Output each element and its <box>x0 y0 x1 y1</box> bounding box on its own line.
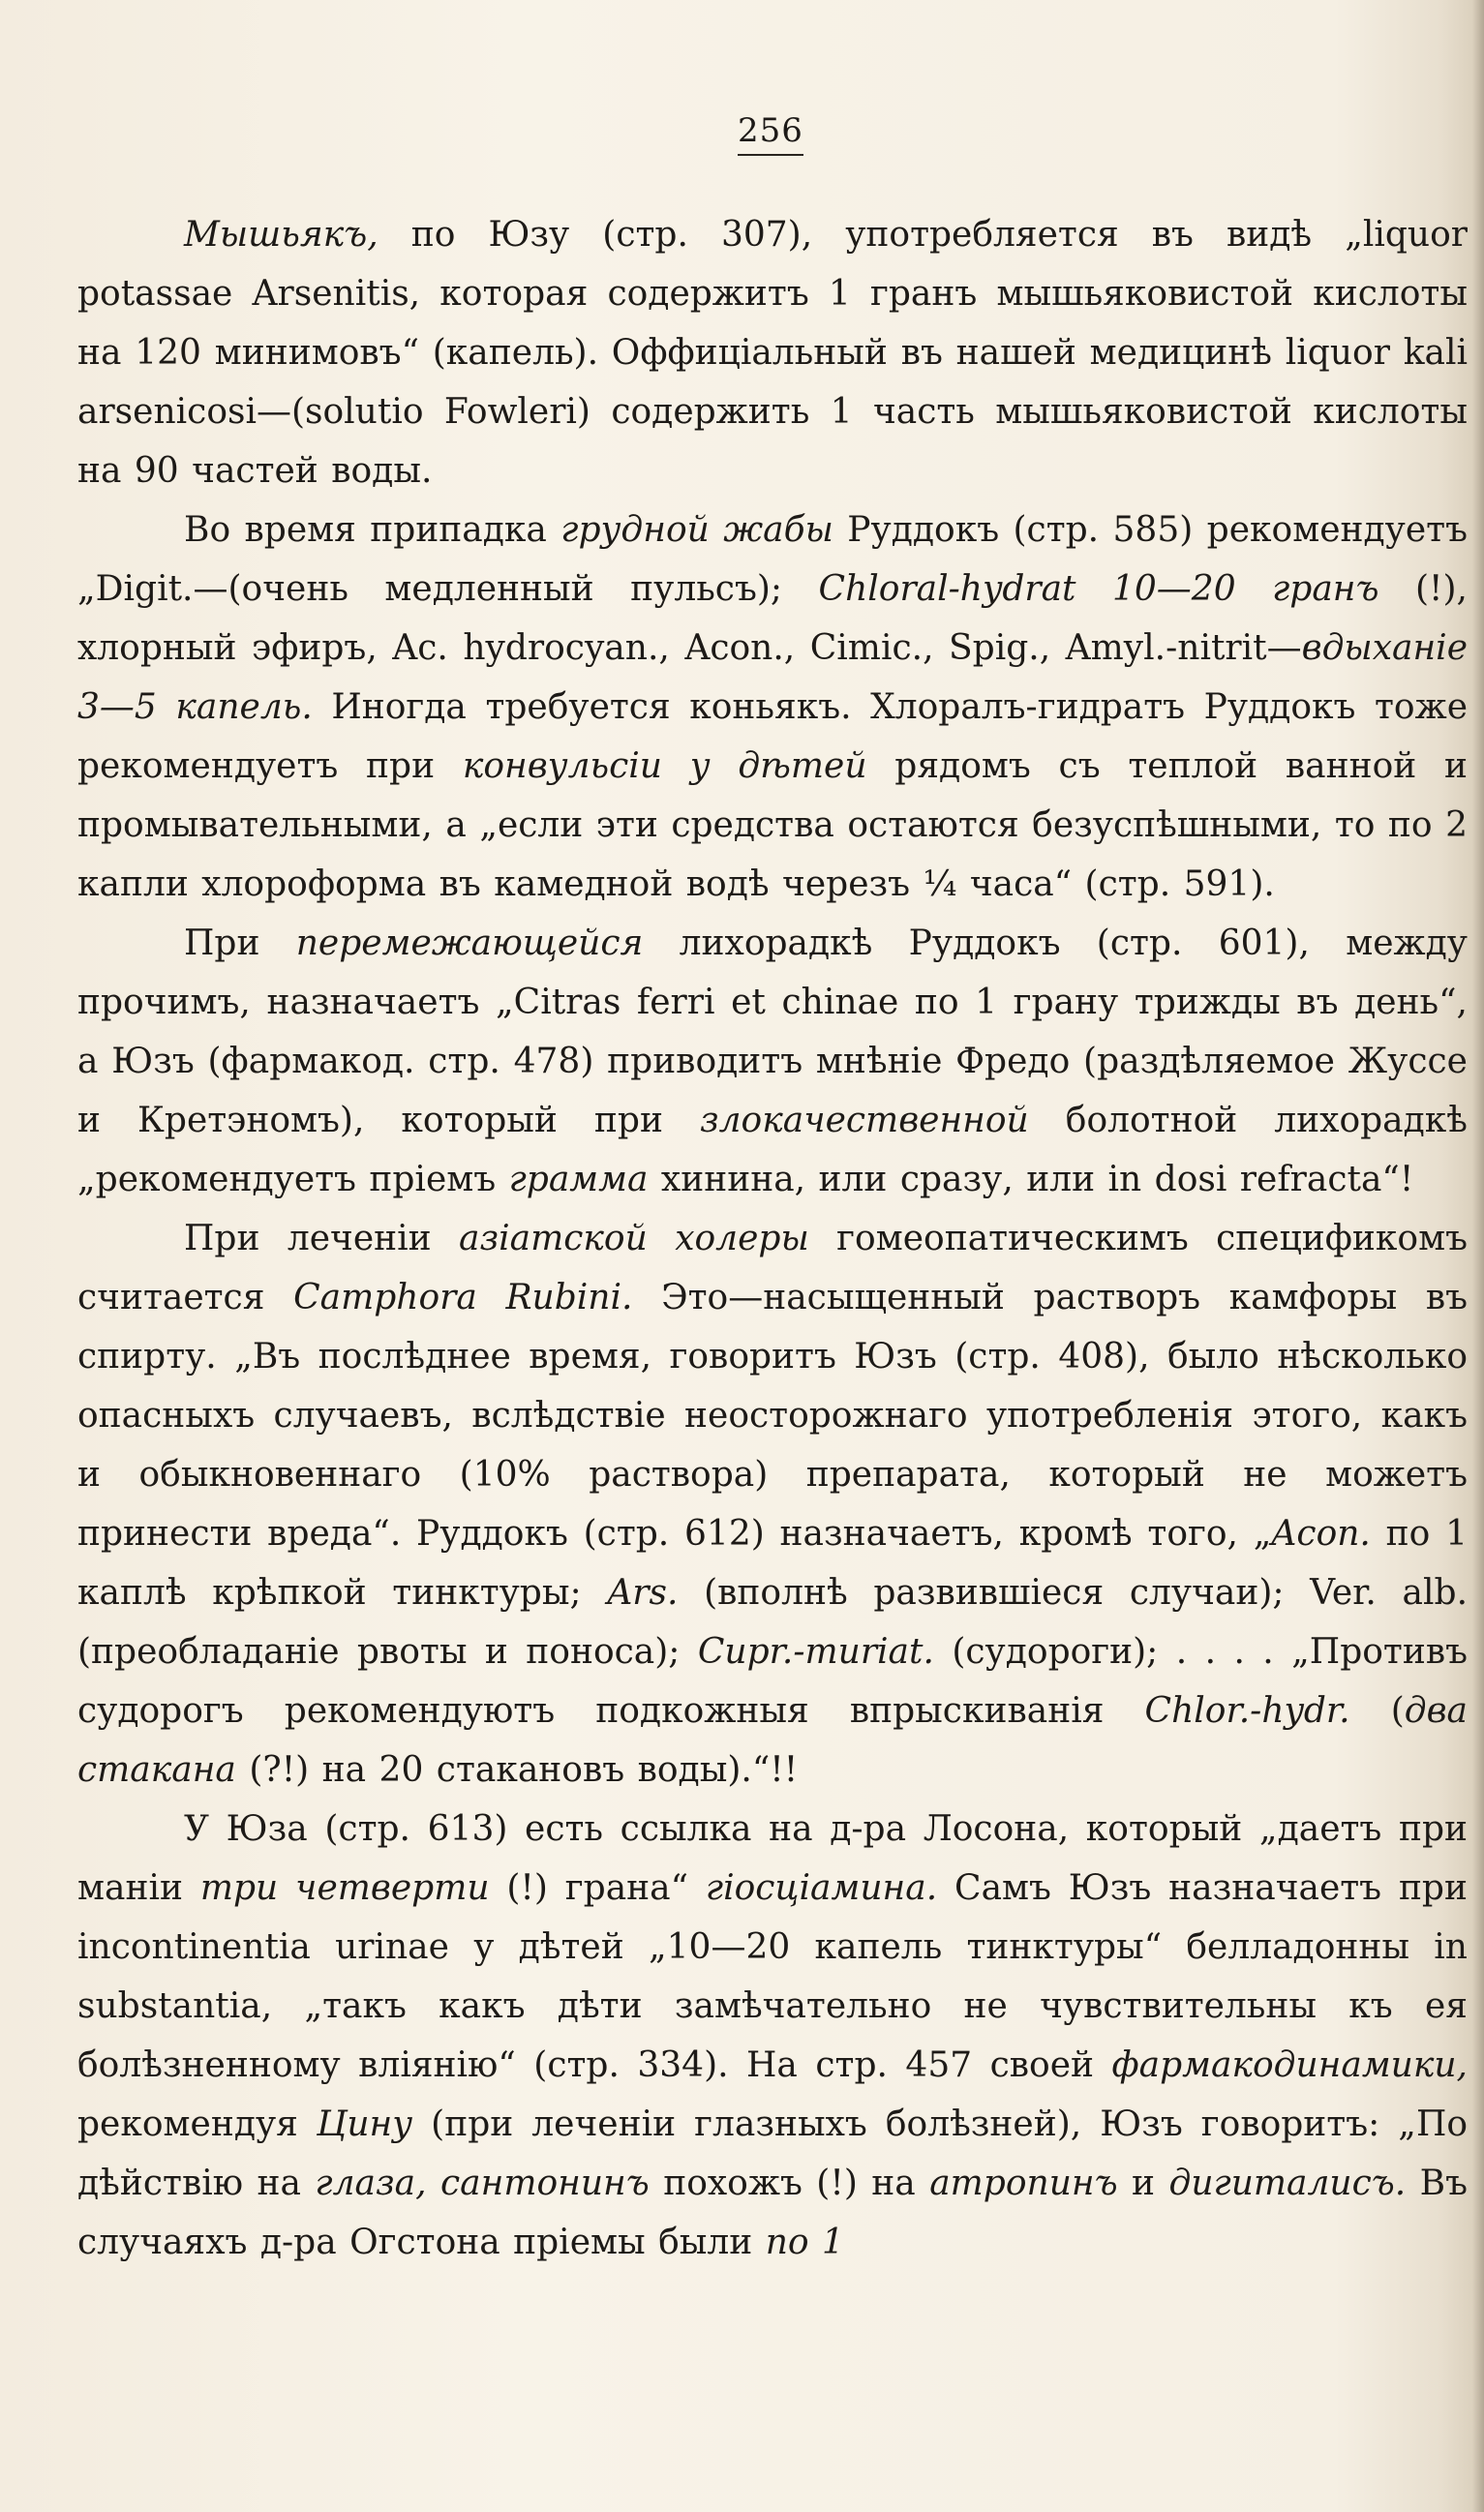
text-run: Самъ Юзъ назначаетъ при incontinentia urinae у дѣтей „10—20 капель тинктуры“ белладонны in substantia, „такъ какъ дѣти замѣчательно не чувствительны къ ея болѣзненному вліянію“ (стр. 334). На стр. 457 своей <box>77 1868 1468 2085</box>
text-run: и <box>1117 2164 1169 2203</box>
text-run: гомеопатическимъ спецификомъ считается <box>77 1219 1468 1317</box>
text-run: (судороги); . . . . „Противъ судорогъ рекомендуютъ подкожныя впрыскиванія <box>77 1632 1468 1731</box>
italic-run: дигиталисъ. <box>1168 2164 1407 2203</box>
text-run: Это—насыщенный растворъ камфоры въ спирту. „Въ послѣднее время, говоритъ Юзъ (стр. 408), было нѣсколько опасныхъ случаевъ, вслѣдствіе неосторожнаго употребленія этого, какъ и обыкновеннаго (10% раствора) препарата, который не можетъ принести вреда“. Руддокъ (стр. 612) назначаетъ, кромѣ того, „ <box>77 1278 1468 1554</box>
italic-run: атропинъ <box>929 2164 1118 2203</box>
italic-run: Цину <box>316 2104 413 2144</box>
italic-run: Chlor.-hydr. <box>1144 1691 1350 1731</box>
italic-run: гіосціамина. <box>705 1868 938 1908</box>
paragraph <box>77 500 1468 914</box>
text-run: рекомендуя <box>77 2104 317 2144</box>
italic-run: перемежающейся <box>295 923 644 963</box>
text-run: (при леченіи глазныхъ болѣзней), Юзъ говоритъ: „По дѣйствію на <box>77 2104 1469 2203</box>
text-run: (!) грана“ <box>489 1868 706 1908</box>
text-run: похожъ (!) на <box>649 2164 930 2203</box>
paragraph <box>77 1800 1468 2272</box>
page-number: 256 <box>738 111 803 156</box>
italic-run: фармакодинамики, <box>1111 2045 1468 2085</box>
italic-run: Cupr.-muriat. <box>697 1632 934 1672</box>
italic-run: Chloral-hydrat 10—20 гранъ <box>818 569 1379 609</box>
text-run: лихорадкѣ Руддокъ (стр. 601), между прочимъ, назначаетъ „Citras ferri et chinae по 1 грану трижды въ день“, а Юзъ (фармакод. стр. 478) приводитъ мнѣніе Фредо (раздѣляемое Жуссе и Кретэномъ), который при <box>77 923 1468 1140</box>
text-run: хинина, или сразу, или in dosi refracta“! <box>648 1160 1414 1199</box>
text-run: Во время припадка <box>184 510 561 550</box>
text-run: болотной лихорадкѣ „рекомендуетъ пріемъ <box>77 1101 1469 1199</box>
italic-run: три четверти <box>199 1868 490 1908</box>
paragraph <box>77 914 1468 1209</box>
body-text <box>77 205 1468 2272</box>
italic-run: два стакана <box>77 1691 1468 1790</box>
text-run: Въ случаяхъ д-ра Огстона пріемы были <box>77 2164 1468 2262</box>
italic-run: глаза, сантонинъ <box>315 2164 650 2203</box>
text-run: Иногда требуется коньякъ. Хлоралъ-гидратъ Руддокъ тоже рекомендуетъ при <box>77 687 1468 786</box>
italic-run: грамма <box>508 1160 649 1199</box>
page-edge-shadow <box>1472 0 1484 2512</box>
italic-run: Camphora Rubini. <box>293 1278 633 1317</box>
italic-run: злокачественной <box>700 1101 1029 1140</box>
text-run: (?!) на 20 стакановъ воды).“!! <box>235 1750 799 1790</box>
italic-run: вдыханіе 3—5 капель. <box>77 628 1468 727</box>
text-run: Руддокъ (стр. 585) рекомендуетъ „Digit.—(очень медленный пульсъ); <box>77 510 1468 609</box>
italic-run: грудной жабы <box>560 510 833 550</box>
italic-run: Ars. <box>607 1573 679 1613</box>
text-run: (вполнѣ развившіеся случаи); Ver. alb. (преобладаніе рвоты и поноса); <box>77 1573 1469 1672</box>
text-run: ( <box>1349 1691 1405 1731</box>
text-run: (!), хлорный эфиръ, Ac. hydrocyan., Acon., Cimic., Spig., Amyl.-nitrit— <box>77 569 1468 668</box>
text-run: по 1 каплѣ крѣпкой тинктуры; <box>77 1514 1468 1613</box>
text-run: рядомъ съ теплой ванной и промывательными, а „если эти средства остаются безуспѣшными, то по 2 капли хлороформа въ камедной водѣ черезъ ¼ часа“ (стр. 591). <box>77 746 1469 904</box>
italic-run: конвульсіи у дѣтей <box>462 746 867 786</box>
paragraph <box>77 1209 1468 1800</box>
italic-run: Мышьякъ, <box>184 215 379 255</box>
italic-run: по 1 <box>765 2223 844 2262</box>
text-run: При леченіи <box>184 1219 460 1258</box>
italic-run: азіатской холеры <box>459 1219 809 1258</box>
text-run: У Юза (стр. 613) есть ссылка на д-ра Лосона, который „даетъ при маніи <box>77 1809 1468 1908</box>
text-run: по Юзу (стр. 307), употребляется въ видѣ „liquor potassae Arsenitis, которая содержитъ 1 гранъ мышьяковистой кислоты на 120 минимовъ“ (капель). Оффиціальный въ нашей медицинѣ liquor kali arsenicosi—(solutio Fowleri) содержить 1 часть мышьяковистой кислоты на 90 частей воды. <box>77 215 1468 491</box>
italic-run: Acon. <box>1271 1514 1371 1554</box>
paragraph <box>77 205 1468 500</box>
text-run: При <box>184 923 296 963</box>
